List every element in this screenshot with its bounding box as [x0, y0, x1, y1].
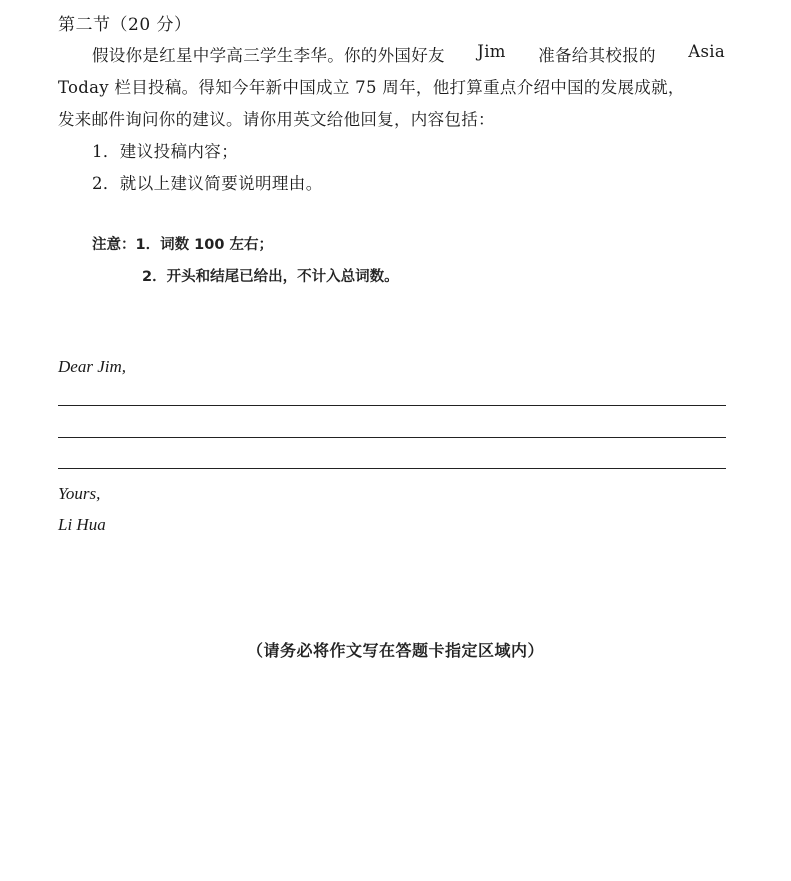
letter-greeting: Dear Jim, — [58, 357, 126, 376]
writing-line[interactable] — [58, 468, 726, 469]
prompt-line-1-part-b: Jim — [477, 42, 506, 61]
section-title: 第二节（20 分） — [58, 15, 192, 35]
note-given-parts: 2．开头和结尾已给出，不计入总词数。 — [142, 269, 399, 285]
prompt-line-1-part-c: 准备给其校报的 — [538, 46, 656, 65]
prompt-line-1 — [92, 42, 725, 66]
writing-line[interactable] — [58, 405, 726, 406]
prompt-line-1-part-a: 假设你是红星中学高三学生李华。你的外国好友 — [92, 46, 445, 65]
letter-signature: Li Hua — [58, 515, 106, 534]
writing-line[interactable] — [58, 437, 726, 438]
answer-sheet-instruction: （请务必将作文写在答题卡指定区域内） — [246, 641, 544, 660]
requirement-item: 1．建议投稿内容； — [92, 142, 239, 161]
prompt-line-2: Today 栏目投稿。得知今年新中国成立 75 周年，他打算重点介绍中国的发展成就， — [58, 78, 685, 97]
note-word-count: 注意：1．词数 100 左右； — [92, 237, 273, 253]
prompt-line-1-part-d: Asia — [688, 42, 725, 61]
requirement-item: 2．就以上建议简要说明理由。 — [92, 174, 323, 193]
letter-closing: Yours, — [58, 484, 101, 503]
prompt-line-3: 发来邮件询问你的建议。请你用英文给他回复，内容包括： — [58, 110, 495, 129]
